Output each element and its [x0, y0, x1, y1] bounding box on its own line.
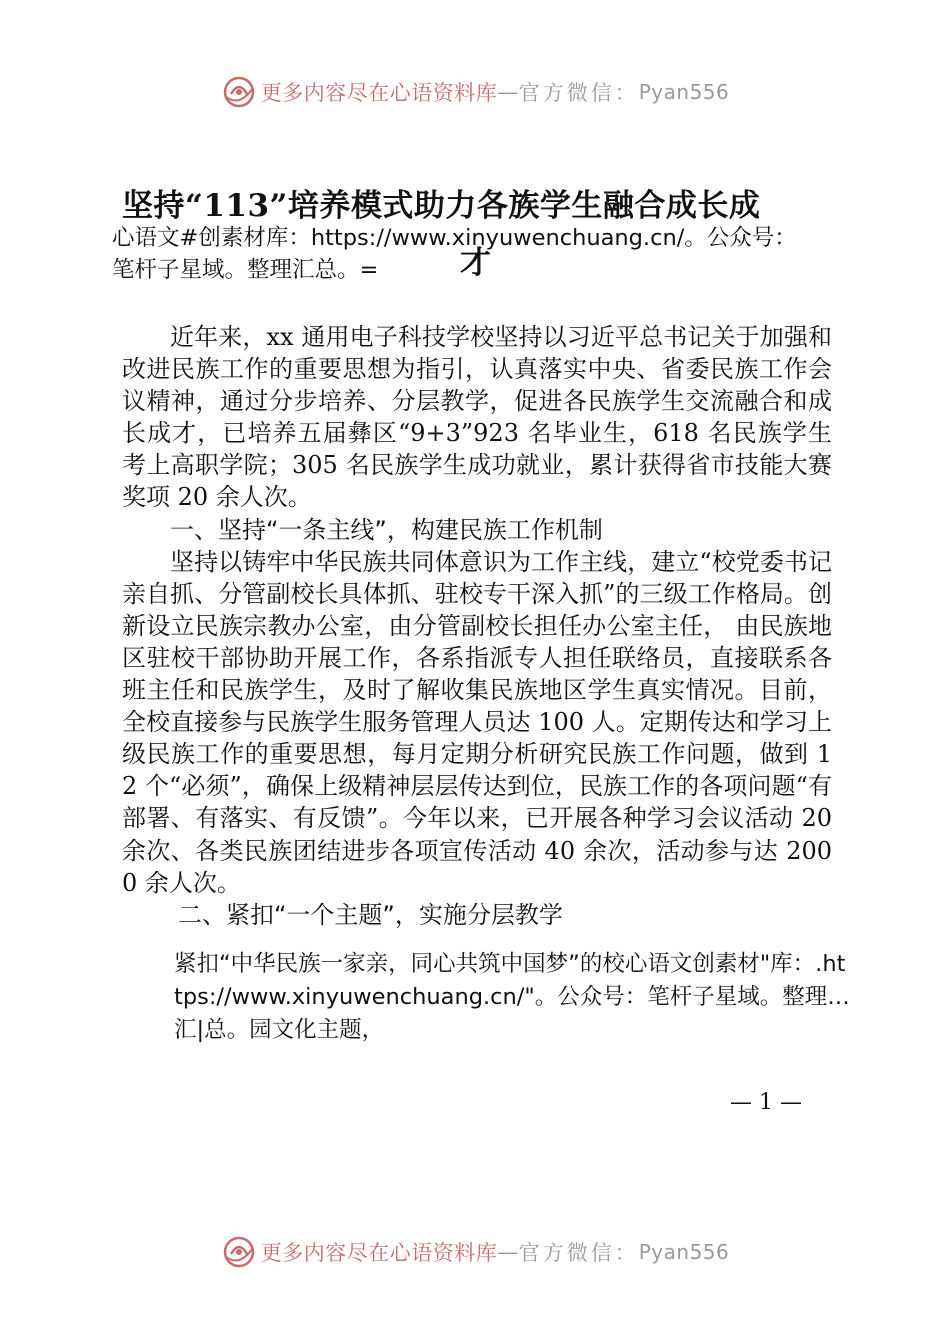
document-title: 坚持“113”培养模式助力各族学生融合成长成: [122, 188, 761, 224]
overlay-line-1: 心语文#创素材库：https://www.xinyuwenchuang.cn/。公众号：: [112, 225, 797, 251]
overlay-line-2: 笔杆子星域。整理汇总。=: [112, 257, 379, 283]
watermark-main-text: 更多内容尽在心语资料库: [260, 1241, 498, 1265]
watermark-label: 官方微信：: [518, 1241, 639, 1265]
watermark-id: Pyan556: [638, 80, 730, 104]
watermark-bottom: [0, 1232, 950, 1272]
watermark-top: [0, 72, 950, 112]
brand-logo-icon: [221, 74, 257, 110]
brand-logo-icon: [221, 1234, 257, 1270]
document-title-tail: 才: [460, 245, 491, 281]
section-heading-2: 二、紧扣“一个主题”，实施分层教学: [178, 900, 563, 929]
overlay-ad-text: [112, 222, 872, 286]
document-body: [122, 321, 832, 931]
watermark-dash: —: [497, 80, 519, 104]
page-number: — 1 —: [730, 1090, 802, 1115]
watermark-dash: —: [497, 1240, 519, 1264]
section-2-paragraph: 紧扣“中华民族一家亲，同心共筑中国梦”的校心语文创素材"库：.https://www.xinyuwenchuang.cn/"。公众号：笔杆子星域。整理…汇|总。园文化主题，: [174, 951, 850, 1043]
section-heading-1: 一、坚持“一条主线”，构建民族工作机制: [170, 515, 603, 544]
section-1-paragraph: 坚持以铸牢中华民族共同体意识为工作主线，建立“校党委书记亲自抓、分管副校长具体抓、驻校专干深入抓”的三级工作格局。创新设立民族宗教办公室，由分管副校长担任办公室主任， 由民族地区驻校干部协助开展工作，各系指派专人担任联络员，直接联系各班主任和民族学生，及时了解收集民族地区学生真实情况。目前，全校直接参与民族学生服务管理人员达 100 人。定期传达和学习上级民族工作的重要思想，每月定期分析研究民族工作问题，做到 12 个“必须”，确保上级精神层层传达到位，民族工作的各项问题“有部署、有落实、有反馈”。今年以来，已开展各种学习会议活动 20 余次、各类民族团结进步各项宣传活动 40 余次，活动参与达 2000 余人次。: [122, 547, 832, 897]
intro-paragraph: 近年来，xx 通用电子科技学校坚持以习近平总书记关于加强和改进民族工作的重要思想为指引，认真落实中央、省委民族工作会议精神，通过分步培养、分层教学，促进各民族学生交流融合和成长成才，已培养五届彝区“9+3”923 名毕业生，618 名民族学生考上高职学院；305 名民族学生成功就业，累计获得省市技能大赛奖项 20 余人次。: [122, 323, 832, 512]
watermark-id: Pyan556: [638, 1240, 730, 1264]
watermark-main-text: 更多内容尽在心语资料库: [260, 81, 498, 105]
watermark-label: 官方微信：: [518, 81, 639, 105]
